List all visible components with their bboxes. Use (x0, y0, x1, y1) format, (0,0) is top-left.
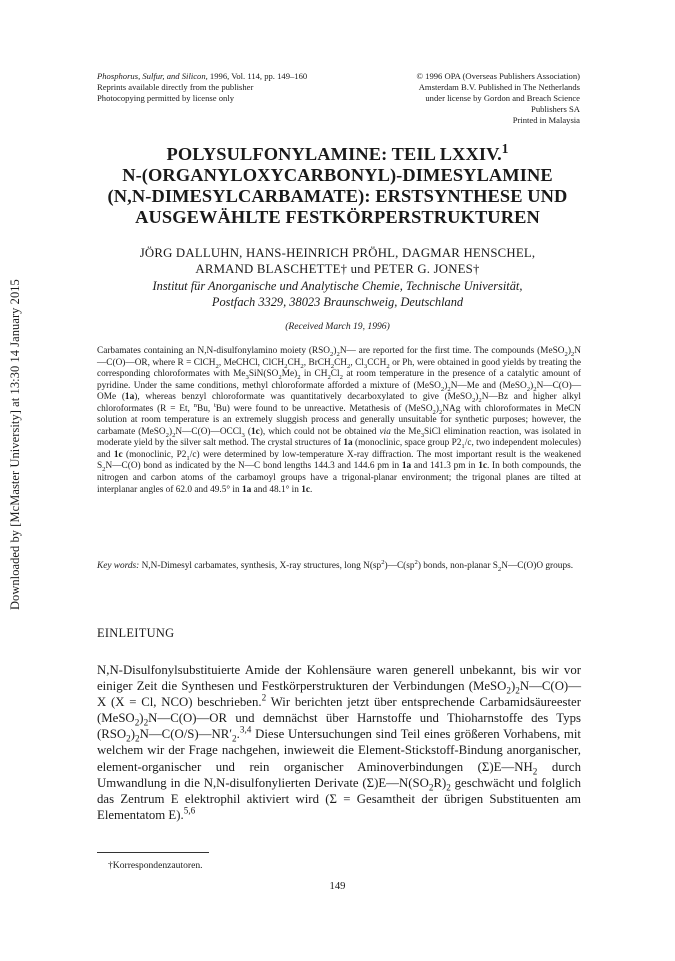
affiliation: Institut für Anorganische und Analytische Chemie, Technische Universität, Postfach 3329, 38023 Braunschweig, Deutschland (152, 279, 523, 309)
footnote: †Korrespondenzautoren. (108, 860, 203, 871)
download-watermark-text: Downloaded by [McMaster University] at 13:30 14 January 2015 (8, 279, 22, 610)
page-number: 149 (329, 881, 346, 892)
footnote-rule (97, 852, 209, 853)
copyright-notice: © 1996 OPA (Overseas Publishers Association) Amsterdam B.V. Published in The Netherlands under license by Gordon and Breach Science Publishers SA Printed in Malaysia (416, 71, 580, 125)
section-heading: EINLEITUNG (97, 626, 175, 640)
author-list: JÖRG DALLUHN, HANS-HEINRICH PRÖHL, DAGMAR HENSCHEL, ARMAND BLASCHETTE† und PETER G. JONES† (139, 246, 536, 276)
body-paragraph: N,N-Disulfonylsubstituierte Amide der Kohlensäure waren generell unbekannt, bis wir vor einiger Zeit die Synthesen und Festkörperstrukturen der Verbindungen $(MeSO_2)_2N—C(O)—X$ (X = Cl, NCO) beschrieben.$^2$ Wir berichten jetzt über entsprechende Carbamidsäureester $(MeSO_2)_2N—C(O)—OR$ und demnächst über Harnstoffe und Thioharnstoffe des Typs $(RSO_2)_2N—C(O/S)—NR'_2.^{3,4}$ Diese Untersuchungen sind Teil eines größeren Vorhabens, mit welchem wir der Frage nachgehen, inwieweit die Element-Stickstoff-Bindung anorganischer, element-organischer und rein organischer Aminoverbindungen $(\Sigma)E—NH_2$ durch Umwandlung in die N,N-disulfonylierten Derivate $(\Sigma)E—N(SO_2R)_2$ geschwächt und folglich das Zentrum E elektrophil aktiviert wird (Σ = Gesamtheit der übrigen Substituenten am Elementatom E).$^{5,6}$ (97, 663, 581, 822)
journal-citation: Phosphorus, Sulfur, and Silicon, 1996, Vol. 114, pp. 149–160 Reprints available directly from the publisher Photocopying permitted by license only (97, 71, 308, 103)
received-date: (Received March 19, 1996) (285, 321, 390, 332)
keywords: Key words: N,N-Dimesyl carbamates, synthesis, X-ray structures, long $N(sp^2)—C(sp^2)$ bonds, non-planar $S_2N—C(O)O$ groups. (97, 558, 574, 573)
abstract: Carbamates containing an N,N-disulfonylamino moiety $(RSO_2)_2N—$ are reported for the first time. The compounds $(MeSO_2)_2N—C(O)—OR$, where R = ClCH$_2$, MeCHCl, $ClCH_2CH_2$, $BrCH_2CH_2$, $Cl_3CCH_2$ or Ph, were obtained in good yields by treating the corresponding chloroformates with $Me_3SiN(SO_2Me)_2$ in $CH_2Cl_2$ at room temperature in the presence of a catalytic amount of pyridine. Under the same conditions, methyl chloroformate afforded a mixture of $(MeSO_2)_2N—Me$ and $(MeSO_2)_2N—C(O)—OMe$ (1a), whereas benzyl chloroformate was quantitatively decarboxylated to give $(MeSO_2)_2N—Bz$ and higher alkyl chloroformates (R = Et, $^n$Bu, $^t$Bu) were found to be unreactive. Metathesis of $(MeSO_2)_2NAg$ with chloroformates in MeCN solution at room temperature is an extremely sluggish process and generally unsuitable for synthetic purposes; however, the carbamate $(MeSO_2)_2N—C(O)—OCCl_3$ (1c), which could not be obtained via the $Me_3SiCl$ elimination reaction, was isolated in moderate yield by the silver salt method. The crystal structures of 1a (monoclinic, space group $P2_1/c$, two independent molecules) and 1c (monoclinic, $P2_1/c$) were determined by low-temperature X-ray diffraction. The most important result is the weakened $S_2N—C(O)$ bond as indicated by the N—C bond lengths 144.3 and 144.6 pm in 1a and 141.3 pm in 1c. In both compounds, the nitrogen and carbon atoms of the carbamoyl groups have a trigonal-planar environment; the trigonal planes are tilted at interplanar angles of 62.0 and 49.5° in 1a and 48.1° in 1c. (97, 346, 582, 495)
article-title: POLYSULFONYLAMINE: TEIL LXXIV.$^1$ N-(ORGANYLOXYCARBONYL)-DIMESYLAMINE (N,N-DIMESYLCARBAMATE): ERSTSYNTHESE UND AUSGEWÄHLTE FESTKÖRPERSTRUKTUREN (107, 140, 568, 227)
